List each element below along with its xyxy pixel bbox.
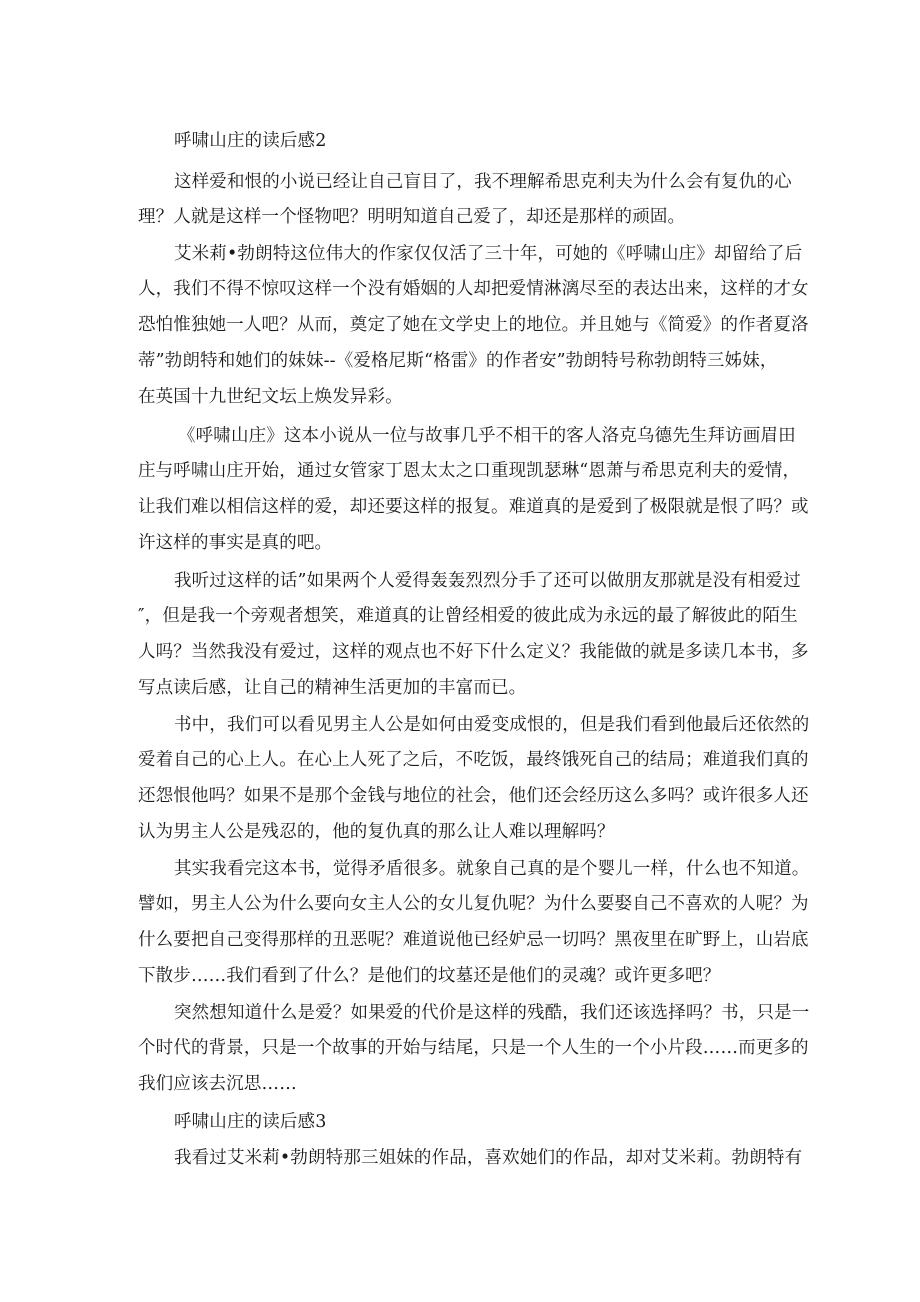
paragraph-line: 人吗？当然我没有爱过，这样的观点也不好下什么定义？我能做的就是多读几本书，多 xyxy=(138,642,809,662)
paragraph-line: 突然想知道什么是爱？如果爱的代价是这样的残酷，我们还该选择吗？书，只是一 xyxy=(174,1003,810,1023)
paragraph-line: 我们应该去沉思…… xyxy=(138,1074,297,1094)
paragraph-line: 人，我们不得不惊叹这样一个没有婚姻的人却把爱情淋漓尽至的表达出来，这样的才女 xyxy=(138,279,809,299)
paragraph-line: 庄与呼啸山庄开始，通过女管家丁恩太太之口重现凯瑟琳“恩萧与希思克利夫的爱情， xyxy=(138,461,801,481)
paragraph-line: 我听过这样的话”如果两个人爱得轰轰烈烈分手了还可以做朋友那就是没有相爱过 xyxy=(174,571,801,591)
paragraph-line: 写点读后感，让自己的精神生活更加的丰富而已。 xyxy=(138,678,527,698)
paragraph-line: 个时代的背景，只是一个故事的开始与结尾，只是一个人生的一个小片段……而更多的 xyxy=(138,1038,809,1058)
paragraph-line: 其实我看完这本书，觉得矛盾很多。就象自己真的是个婴儿一样，什么也不知道。 xyxy=(174,859,810,879)
paragraph-line: 理？人就是这样一个怪物吧？明明知道自己爱了，却还是那样的顽固。 xyxy=(138,207,686,227)
paragraph-line: 譬如，男主人公为什么要向女主人公的女儿复仇呢？为什么要娶自己不喜欢的人呢？为 xyxy=(138,894,809,914)
paragraph-line: 艾米莉•勃朗特这位伟大的作家仅仅活了三十年，可她的《呼啸山庄》却留给了后 xyxy=(174,244,803,264)
heading-essay-3: 呼啸山庄的读后感3 xyxy=(174,1112,327,1132)
paragraph-line: 恐怕惟独她一人吧？从而，奠定了她在文学史上的地位。并且她与《简爱》的作者夏洛 xyxy=(138,315,809,335)
paragraph-line: 我看过艾米莉•勃朗特那三姐妹的作品，喜欢她们的作品，却对艾米莉。勃朗特有 xyxy=(174,1148,803,1168)
paragraph-line: 让我们难以相信这样的爱，却还要这样的报复。难道真的是爱到了极限就是恨了吗？或 xyxy=(138,497,809,517)
paragraph-line: 还怨恨他吗？如果不是那个金钱与地位的社会，他们还会经历这么多吗？或许很多人还 xyxy=(138,786,809,806)
paragraph-line: 在英国十九世纪文坛上焕发异彩。 xyxy=(138,387,403,407)
paragraph-line: 《呼啸山庄》这本小说从一位与故事几乎不相干的客人洛克乌德先生拜访画眉田 xyxy=(178,426,796,446)
paragraph-line: 爱着自己的心上人。在心上人死了之后，不吃饭，最终饿死自己的结局；难道我们真的 xyxy=(138,750,809,770)
paragraph-line: 书中，我们可以看见男主人公是如何由爱变成恨的，但是我们看到他最后还依然的 xyxy=(174,715,810,735)
paragraph-line: 蒂”勃朗特和她们的妹妹--《爱格尼斯“格雷》的作者安”勃朗特号称勃朗特三姊妹， xyxy=(138,351,778,371)
heading-essay-2: 呼啸山庄的读后感2 xyxy=(174,131,327,151)
paragraph-line: ″，但是我一个旁观者想笑，难道真的让曾经相爱的彼此成为永远的最了解彼此的陌生 xyxy=(138,606,798,626)
paragraph-line: 许这样的事实是真的吧。 xyxy=(138,533,333,553)
paragraph-line: 下散步……我们看到了什么？是他们的坟墓还是他们的灵魂？或许更多吧？ xyxy=(138,966,721,986)
paragraph-line: 什么要把自己变得那样的丑恶呢？难道说他已经妒忌一切吗？黑夜里在旷野上，山岩底 xyxy=(138,930,809,950)
paragraph-line: 这样爱和恨的小说已经让自己盲目了，我不理解希思克利夫为什么会有复仇的心 xyxy=(174,172,792,192)
paragraph-line: 认为男主人公是残忍的，他的复仇真的那么让人难以理解吗？ xyxy=(138,822,615,842)
